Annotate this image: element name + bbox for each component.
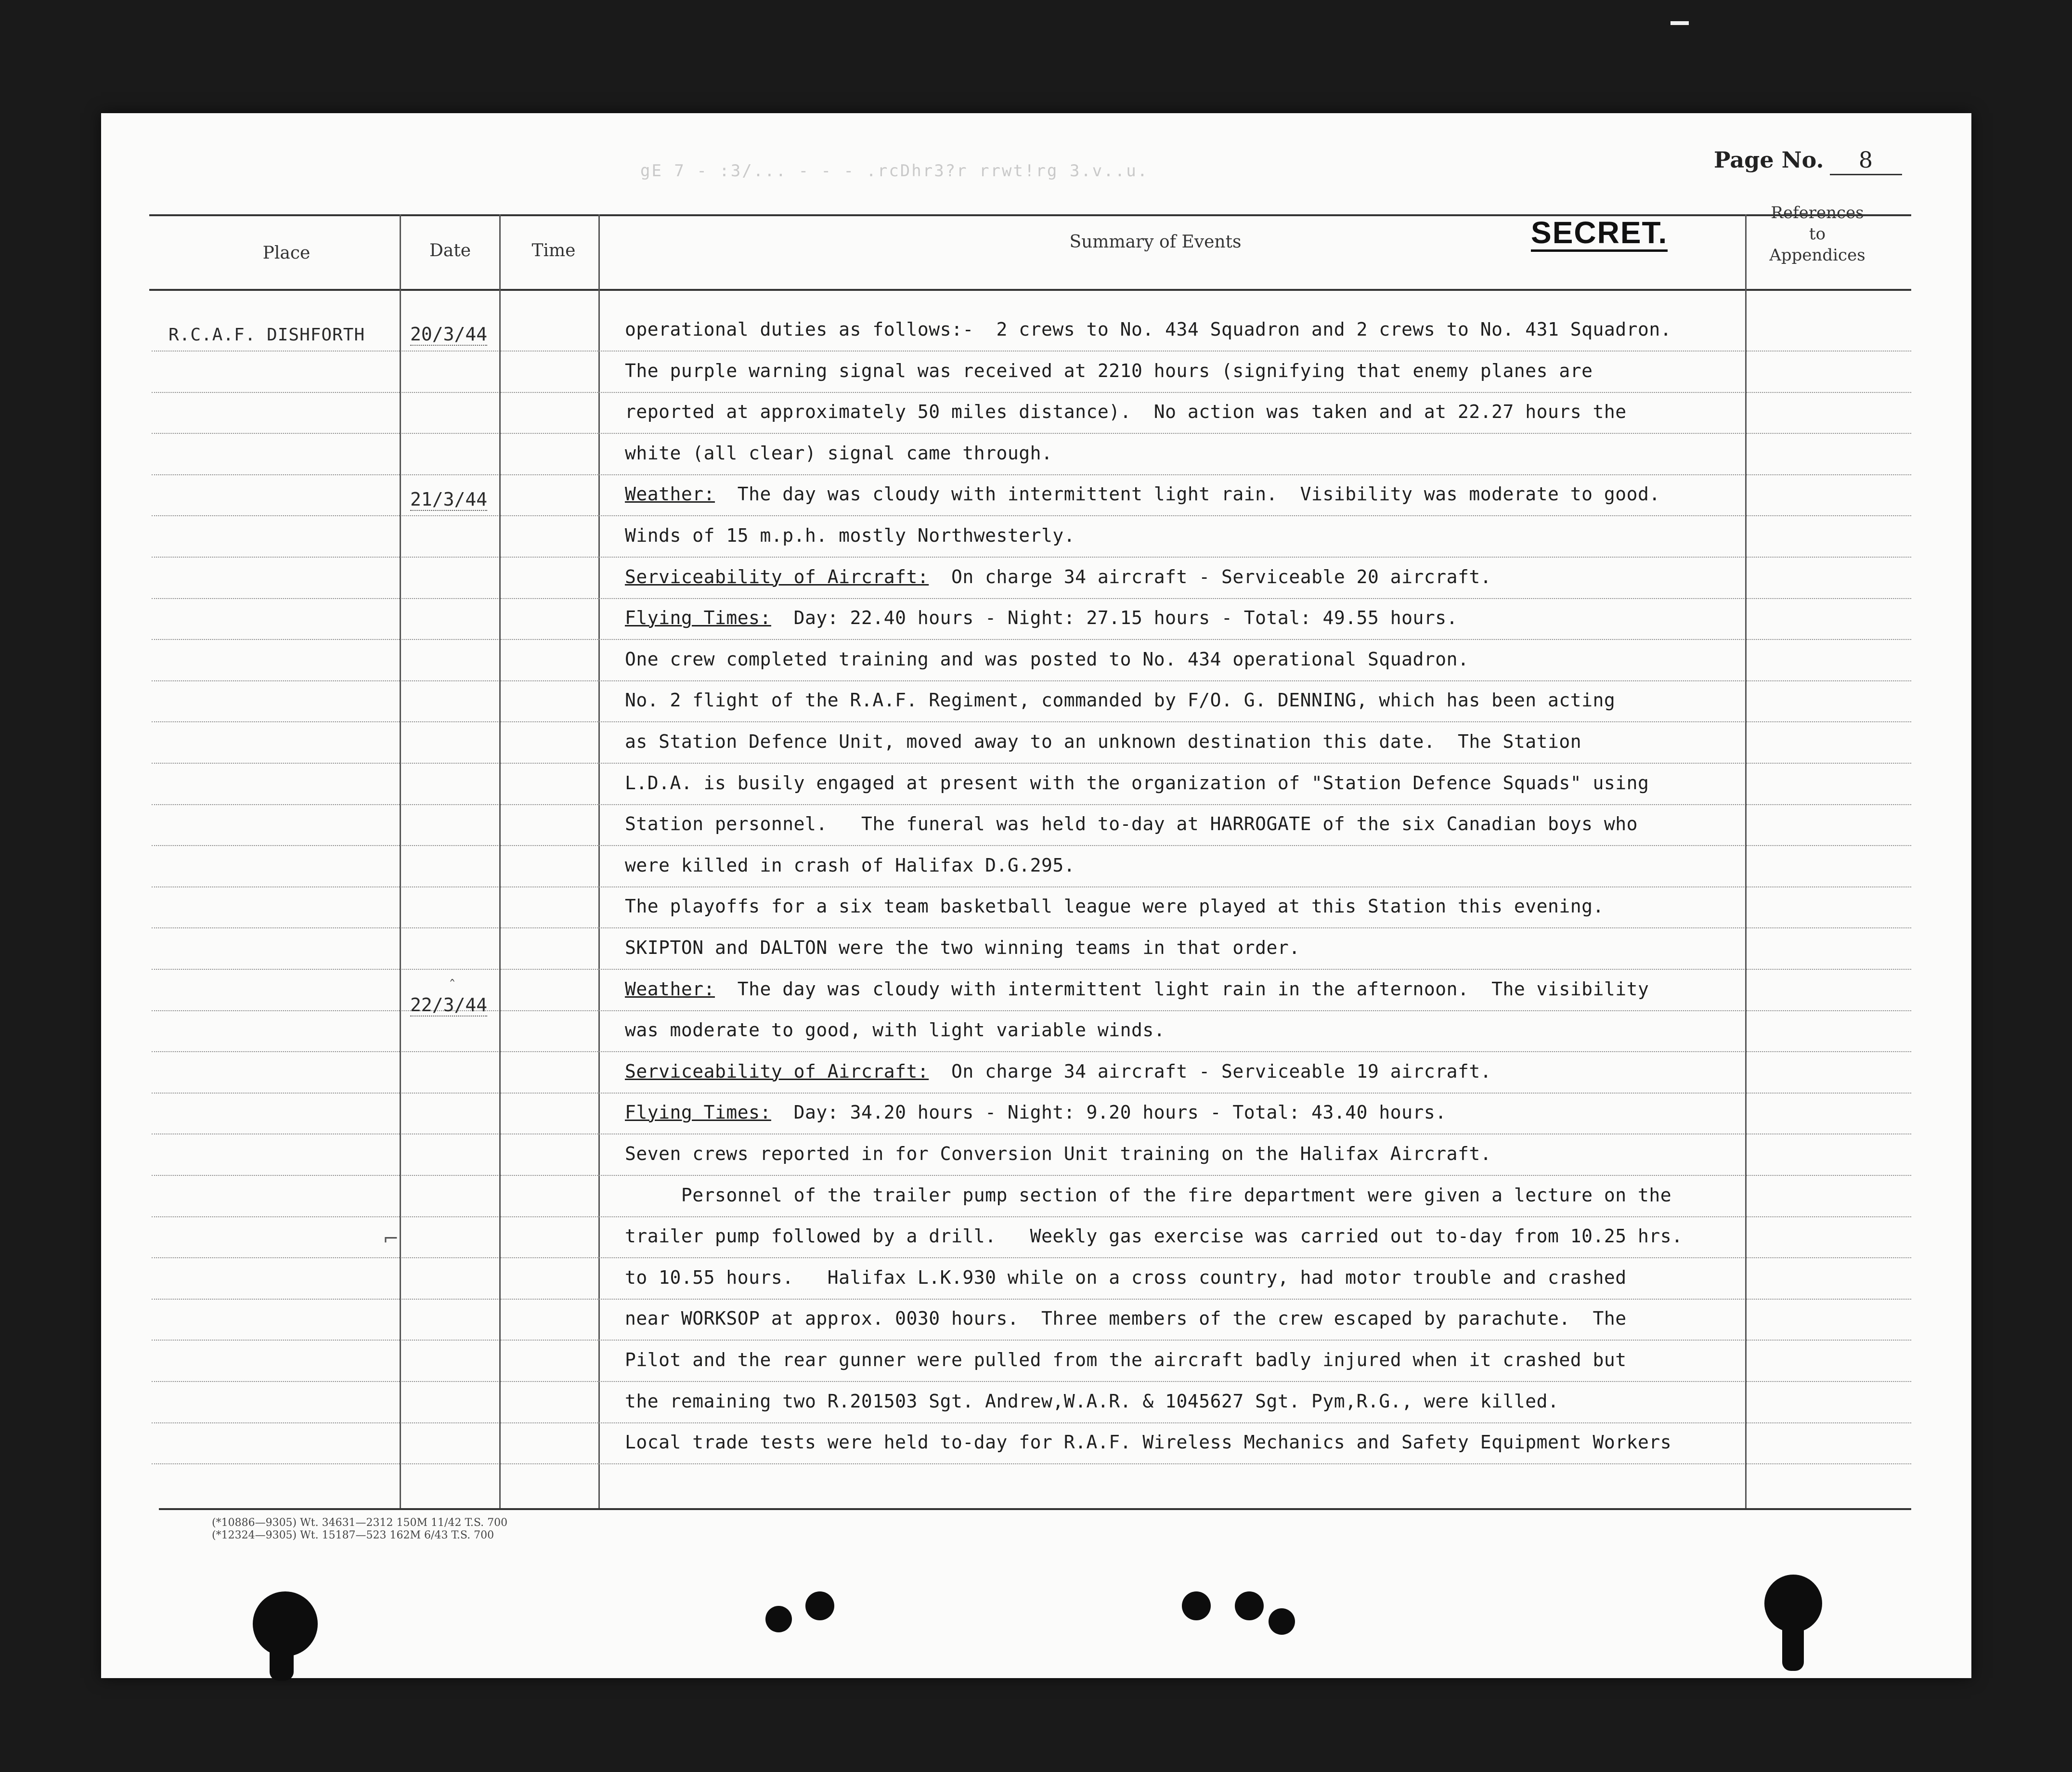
ruled-line	[152, 474, 1911, 475]
ruled-line	[152, 1093, 1911, 1094]
punch-hole	[765, 1606, 792, 1632]
page-number-label: Page No.	[1714, 147, 1824, 173]
summary-line: No. 2 flight of the R.A.F. Regiment, commanded by F/O. G. DENNING, which has been acting	[625, 690, 1616, 711]
print-code-line: (*12324—9305) Wt. 15187—523 162M 6/43 T.S. 700	[212, 1529, 494, 1541]
summary-line: Station personnel. The funeral was held to-day at HARROGATE of the six Canadian boys who	[625, 813, 1638, 834]
summary-line: the remaining two R.201503 Sgt. Andrew,W.A.R. & 1045627 Sgt. Pym,R.G., were killed.	[625, 1391, 1559, 1412]
summary-line: Local trade tests were held to-day for R.A.F. Wireless Mechanics and Safety Equipment Workers	[625, 1432, 1672, 1453]
summary-line: near WORKSOP at approx. 0030 hours. Three members of the crew escaped by parachute. The	[625, 1308, 1627, 1329]
summary-line: Pilot and the rear gunner were pulled from the aircraft badly injured when it crashed but	[625, 1349, 1627, 1370]
header-bottom-rule	[149, 289, 1911, 291]
pencil-mark: ˆ	[449, 977, 456, 994]
header-date: Date	[429, 241, 471, 261]
ruled-line	[152, 1051, 1911, 1052]
column-divider-time-summary	[598, 214, 600, 1510]
summary-line	[625, 978, 1649, 1000]
date-entry: 20/3/44	[410, 324, 488, 345]
summary-line: The purple warning signal was received at 2210 hours (signifying that enemy planes are	[625, 360, 1593, 381]
summary-text: The day was cloudy with intermittent light rain. Visibility was moderate to good.	[715, 483, 1660, 505]
header-time: Time	[531, 241, 576, 261]
punch-hole-tab	[270, 1637, 294, 1681]
summary-line: reported at approximately 50 miles distance). No action was taken and at 22.27 hours the	[625, 401, 1627, 422]
faint-offset-text: gE 7 - :3/... - - - .rcDhr3?r rrwt!rg 3.v..u.	[640, 161, 1149, 181]
summary-heading: Flying Times:	[625, 607, 771, 628]
column-divider-date-time	[499, 214, 501, 1510]
page-number	[1714, 147, 1902, 175]
punch-hole	[1182, 1591, 1211, 1620]
ruled-line	[152, 845, 1911, 846]
ruled-line	[152, 392, 1911, 393]
summary-text: The day was cloudy with intermittent light rain in the afternoon. The visibility	[715, 978, 1649, 1000]
ruled-line	[152, 1422, 1911, 1423]
summary-line: trailer pump followed by a drill. Weekly gas exercise was carried out to-day from 10.25 hrs.	[625, 1225, 1683, 1247]
ruled-line	[152, 433, 1911, 434]
summary-line	[625, 1061, 1491, 1082]
ruled-line	[152, 639, 1911, 640]
ruled-line	[152, 969, 1911, 970]
ruled-line	[152, 680, 1911, 681]
date-entry: 21/3/44	[410, 489, 488, 510]
page-number-value: 8	[1830, 147, 1902, 175]
ruled-line	[152, 1216, 1911, 1217]
secret-stamp: SECRET.	[1531, 216, 1668, 252]
header-references-line-3: Appendices	[1769, 246, 1865, 265]
ruled-line	[152, 1175, 1911, 1176]
summary-line: operational duties as follows:- 2 crews to No. 434 Squadron and 2 crews to No. 431 Squadron.	[625, 319, 1672, 340]
table-bottom-rule	[159, 1508, 1911, 1510]
ruled-line	[152, 804, 1911, 805]
ruled-line	[152, 1463, 1911, 1464]
header-summary: Summary of Events	[1069, 232, 1242, 252]
summary-line	[625, 566, 1491, 587]
punch-hole	[805, 1591, 834, 1620]
ruled-line	[152, 721, 1911, 722]
summary-line	[625, 607, 1458, 628]
header-references	[1745, 202, 1890, 266]
summary-text: Day: 22.40 hours - Night: 27.15 hours - Total: 49.55 hours.	[771, 607, 1458, 628]
summary-line	[625, 483, 1660, 505]
summary-line: SKIPTON and DALTON were the two winning teams in that order.	[625, 937, 1300, 958]
ruled-line	[152, 557, 1911, 558]
ruled-line	[152, 1381, 1911, 1382]
date-entry: 22/3/44	[410, 994, 488, 1016]
ruled-line	[152, 1299, 1911, 1300]
ruled-line	[152, 1257, 1911, 1258]
ruled-line	[152, 515, 1911, 516]
form-print-codes	[212, 1517, 507, 1542]
summary-heading: Weather:	[625, 483, 715, 505]
summary-line: One crew completed training and was posted to No. 434 operational Squadron.	[625, 649, 1469, 670]
punch-hole	[1235, 1591, 1264, 1620]
summary-heading: Serviceability of Aircraft:	[625, 566, 929, 587]
summary-line: to 10.55 hours. Halifax L.K.930 while on a cross country, had motor trouble and crashed	[625, 1267, 1627, 1288]
header-references-line-1: References	[1771, 203, 1864, 222]
ruled-line	[152, 598, 1911, 599]
header-references-line-2: to	[1809, 224, 1826, 244]
summary-heading: Weather:	[625, 978, 715, 1000]
summary-line: white (all clear) signal came through.	[625, 443, 1053, 464]
summary-line: Seven crews reported in for Conversion Unit training on the Halifax Aircraft.	[625, 1143, 1492, 1164]
summary-line: The playoffs for a six team basketball league were played at this Station this evening.	[625, 896, 1604, 917]
summary-text: Day: 34.20 hours - Night: 9.20 hours - Total: 43.40 hours.	[771, 1102, 1447, 1123]
summary-text: On charge 34 aircraft - Serviceable 20 aircraft.	[929, 566, 1492, 587]
ruled-line	[152, 886, 1911, 887]
summary-line: as Station Defence Unit, moved away to an unknown destination this date. The Station	[625, 731, 1582, 752]
film-mark	[1671, 21, 1689, 25]
summary-line: were killed in crash of Halifax D.G.295.	[625, 855, 1075, 876]
column-divider-summary-refs	[1745, 214, 1747, 1510]
place-entry: R.C.A.F. DISHFORTH	[168, 325, 365, 345]
column-divider-place-date	[400, 214, 401, 1510]
header-place: Place	[262, 243, 311, 263]
punch-hole	[1269, 1608, 1295, 1635]
summary-line: L.D.A. is busily engaged at present with the organization of "Station Defence Squads" using	[625, 772, 1649, 794]
summary-line: Winds of 15 m.p.h. mostly Northwesterly.	[625, 525, 1075, 546]
print-code-line: (*10886—9305) Wt. 34631—2312 150M 11/42 T.S. 700	[212, 1517, 508, 1529]
pencil-mark: ⌐	[383, 1228, 399, 1250]
ruled-line	[152, 351, 1911, 352]
punch-hole-tab	[1782, 1618, 1804, 1671]
ruled-line	[152, 763, 1911, 764]
summary-line: Personnel of the trailer pump section of the fire department were given a lecture on the	[625, 1185, 1672, 1206]
summary-heading: Flying Times:	[625, 1102, 771, 1123]
summary-heading: Serviceability of Aircraft:	[625, 1061, 929, 1082]
summary-text: On charge 34 aircraft - Serviceable 19 aircraft.	[929, 1061, 1492, 1082]
summary-line	[625, 1102, 1447, 1123]
ruled-line	[152, 927, 1911, 928]
ruled-line	[152, 1340, 1911, 1341]
summary-line: was moderate to good, with light variable winds.	[625, 1019, 1166, 1041]
